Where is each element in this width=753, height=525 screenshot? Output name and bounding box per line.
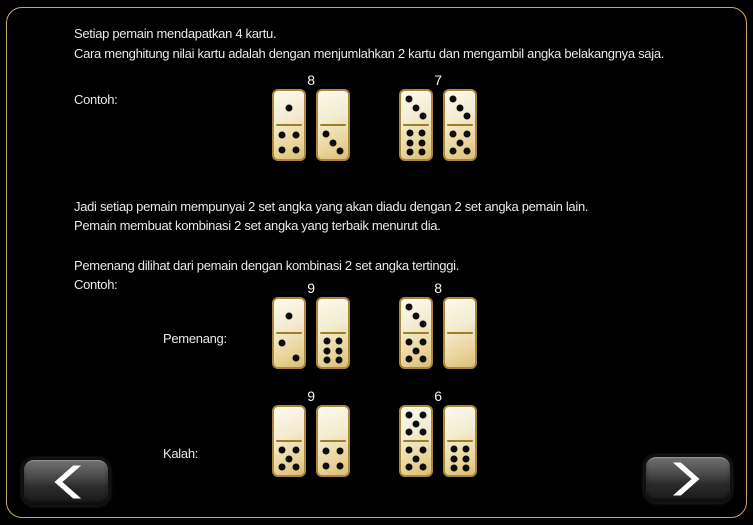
domino-pip (418, 149, 425, 156)
domino-pip (449, 95, 456, 102)
domino-half-top (318, 407, 348, 440)
domino-pip (413, 420, 420, 427)
domino-pip (413, 455, 420, 462)
domino-pip (405, 303, 412, 310)
domino-card (272, 89, 306, 161)
loser-row-label: Kalah: (163, 446, 199, 461)
domino-pip (406, 446, 413, 453)
domino-pip (335, 337, 342, 344)
next-page-button[interactable] (644, 455, 732, 503)
domino-pip (324, 347, 331, 354)
domino-half-bottom (318, 442, 348, 475)
chevron-right-icon (669, 461, 707, 497)
domino-card (272, 405, 306, 477)
domino-half-bottom (401, 442, 431, 475)
domino-pip (419, 338, 426, 345)
domino-pip (279, 464, 286, 471)
domino-pair-winner-a (272, 281, 350, 369)
domino-card (316, 297, 350, 369)
rule-line: Pemain membuat kombinasi 2 set angka yang terbaik menurut dia. (74, 218, 441, 233)
domino-pip (407, 129, 414, 136)
pair-total-value: 8 (434, 280, 442, 296)
domino-card (399, 405, 433, 477)
domino-pip (323, 447, 330, 454)
domino-pip (330, 139, 337, 146)
pair-total-value: 9 (307, 280, 315, 296)
domino-pip (419, 356, 426, 363)
domino-pip (463, 130, 470, 137)
example2-label: Contoh: (74, 277, 118, 292)
domino-pair-example1-b (399, 73, 477, 161)
domino-pip (292, 147, 299, 154)
domino-half-top (445, 407, 475, 440)
domino-pip (336, 463, 343, 470)
domino-pip (451, 445, 458, 452)
domino-pip (405, 95, 412, 102)
example1-label: Contoh: (74, 92, 118, 107)
domino-half-bottom (401, 126, 431, 159)
domino-pip (464, 113, 471, 120)
domino-pip (419, 464, 426, 471)
domino-pip (406, 429, 413, 436)
domino-pip (457, 104, 464, 111)
domino-pip (406, 411, 413, 418)
domino-pip (420, 321, 427, 328)
domino-pip (418, 139, 425, 146)
domino-half-top (401, 407, 431, 440)
domino-half-bottom (445, 334, 475, 367)
domino-half-top (318, 299, 348, 332)
domino-card (443, 405, 477, 477)
domino-half-bottom (445, 126, 475, 159)
domino-pair-winner-b (399, 281, 477, 369)
domino-half-top (445, 91, 475, 124)
pair-total-value: 6 (434, 388, 442, 404)
domino-pip (279, 147, 286, 154)
domino-pip (279, 446, 286, 453)
domino-pip (407, 149, 414, 156)
pair-dominoes (272, 405, 350, 477)
domino-pip (450, 148, 457, 155)
pair-dominoes (399, 297, 477, 369)
domino-pip (451, 465, 458, 472)
pair-total-value: 9 (307, 388, 315, 404)
domino-pip (413, 104, 420, 111)
domino-pip (420, 113, 427, 120)
domino-pip (406, 356, 413, 363)
domino-half-top (445, 299, 475, 332)
domino-pip (418, 129, 425, 136)
domino-card (443, 89, 477, 161)
rule-text-dealing (74, 24, 664, 64)
domino-pip (286, 312, 293, 319)
domino-pip (463, 148, 470, 155)
domino-pip (462, 455, 469, 462)
domino-pip (335, 347, 342, 354)
pair-dominoes (272, 297, 350, 369)
domino-pip (419, 446, 426, 453)
domino-pip (462, 445, 469, 452)
pair-total-value: 7 (434, 72, 442, 88)
domino-half-top (274, 407, 304, 440)
domino-pip (451, 455, 458, 462)
domino-pair-loser-a (272, 389, 350, 477)
domino-pip (322, 130, 329, 137)
domino-half-bottom (274, 334, 304, 367)
rule-line: Cara menghitung nilai kartu adalah dengan menjumlahkan 2 kartu dan mengambil angka belakangnya saja. (74, 46, 665, 61)
domino-half-top (274, 91, 304, 124)
domino-half-bottom (274, 126, 304, 159)
domino-pip (457, 139, 464, 146)
domino-pip (419, 429, 426, 436)
domino-half-bottom (274, 442, 304, 475)
prev-page-button[interactable] (22, 458, 110, 506)
domino-pip (292, 446, 299, 453)
domino-pip (279, 339, 286, 346)
domino-half-top (274, 299, 304, 332)
domino-card (399, 89, 433, 161)
domino-half-top (401, 91, 431, 124)
domino-pip (324, 357, 331, 364)
domino-card (272, 297, 306, 369)
domino-half-bottom (318, 334, 348, 367)
domino-card (399, 297, 433, 369)
domino-pip (286, 455, 293, 462)
domino-pip (336, 447, 343, 454)
rule-line: Pemenang dilihat dari pemain dengan kombinasi 2 set angka tertinggi. (74, 258, 460, 273)
pair-dominoes (399, 405, 477, 477)
domino-pip (413, 312, 420, 319)
domino-pip (292, 464, 299, 471)
winner-row-label: Pemenang: (163, 331, 227, 346)
domino-half-top (401, 299, 431, 332)
pair-total-value: 8 (307, 72, 315, 88)
domino-half-top (318, 91, 348, 124)
domino-card (316, 89, 350, 161)
domino-pip (450, 130, 457, 137)
domino-pip (324, 337, 331, 344)
domino-pip (335, 357, 342, 364)
domino-card (316, 405, 350, 477)
domino-pair-example1-a (272, 73, 350, 161)
domino-pip (292, 131, 299, 138)
domino-pip (407, 139, 414, 146)
domino-pip (337, 148, 344, 155)
domino-pip (323, 463, 330, 470)
domino-pip (462, 465, 469, 472)
domino-half-bottom (445, 442, 475, 475)
domino-pip (406, 464, 413, 471)
pair-dominoes (272, 89, 350, 161)
domino-half-bottom (401, 334, 431, 367)
rule-text-sets (74, 197, 588, 235)
rule-line: Setiap pemain mendapatkan 4 kartu. (74, 26, 277, 41)
domino-pip (279, 131, 286, 138)
domino-pip (286, 104, 293, 111)
rule-line: Jadi setiap pemain mempunyai 2 set angka yang akan diadu dengan 2 set angka pemain lain. (74, 199, 589, 214)
domino-pip (419, 411, 426, 418)
domino-pip (292, 355, 299, 362)
pair-dominoes (399, 89, 477, 161)
domino-pair-loser-b (399, 389, 477, 477)
domino-card (443, 297, 477, 369)
chevron-left-icon (47, 464, 85, 500)
domino-pip (406, 338, 413, 345)
domino-pip (413, 347, 420, 354)
domino-half-bottom (318, 126, 348, 159)
